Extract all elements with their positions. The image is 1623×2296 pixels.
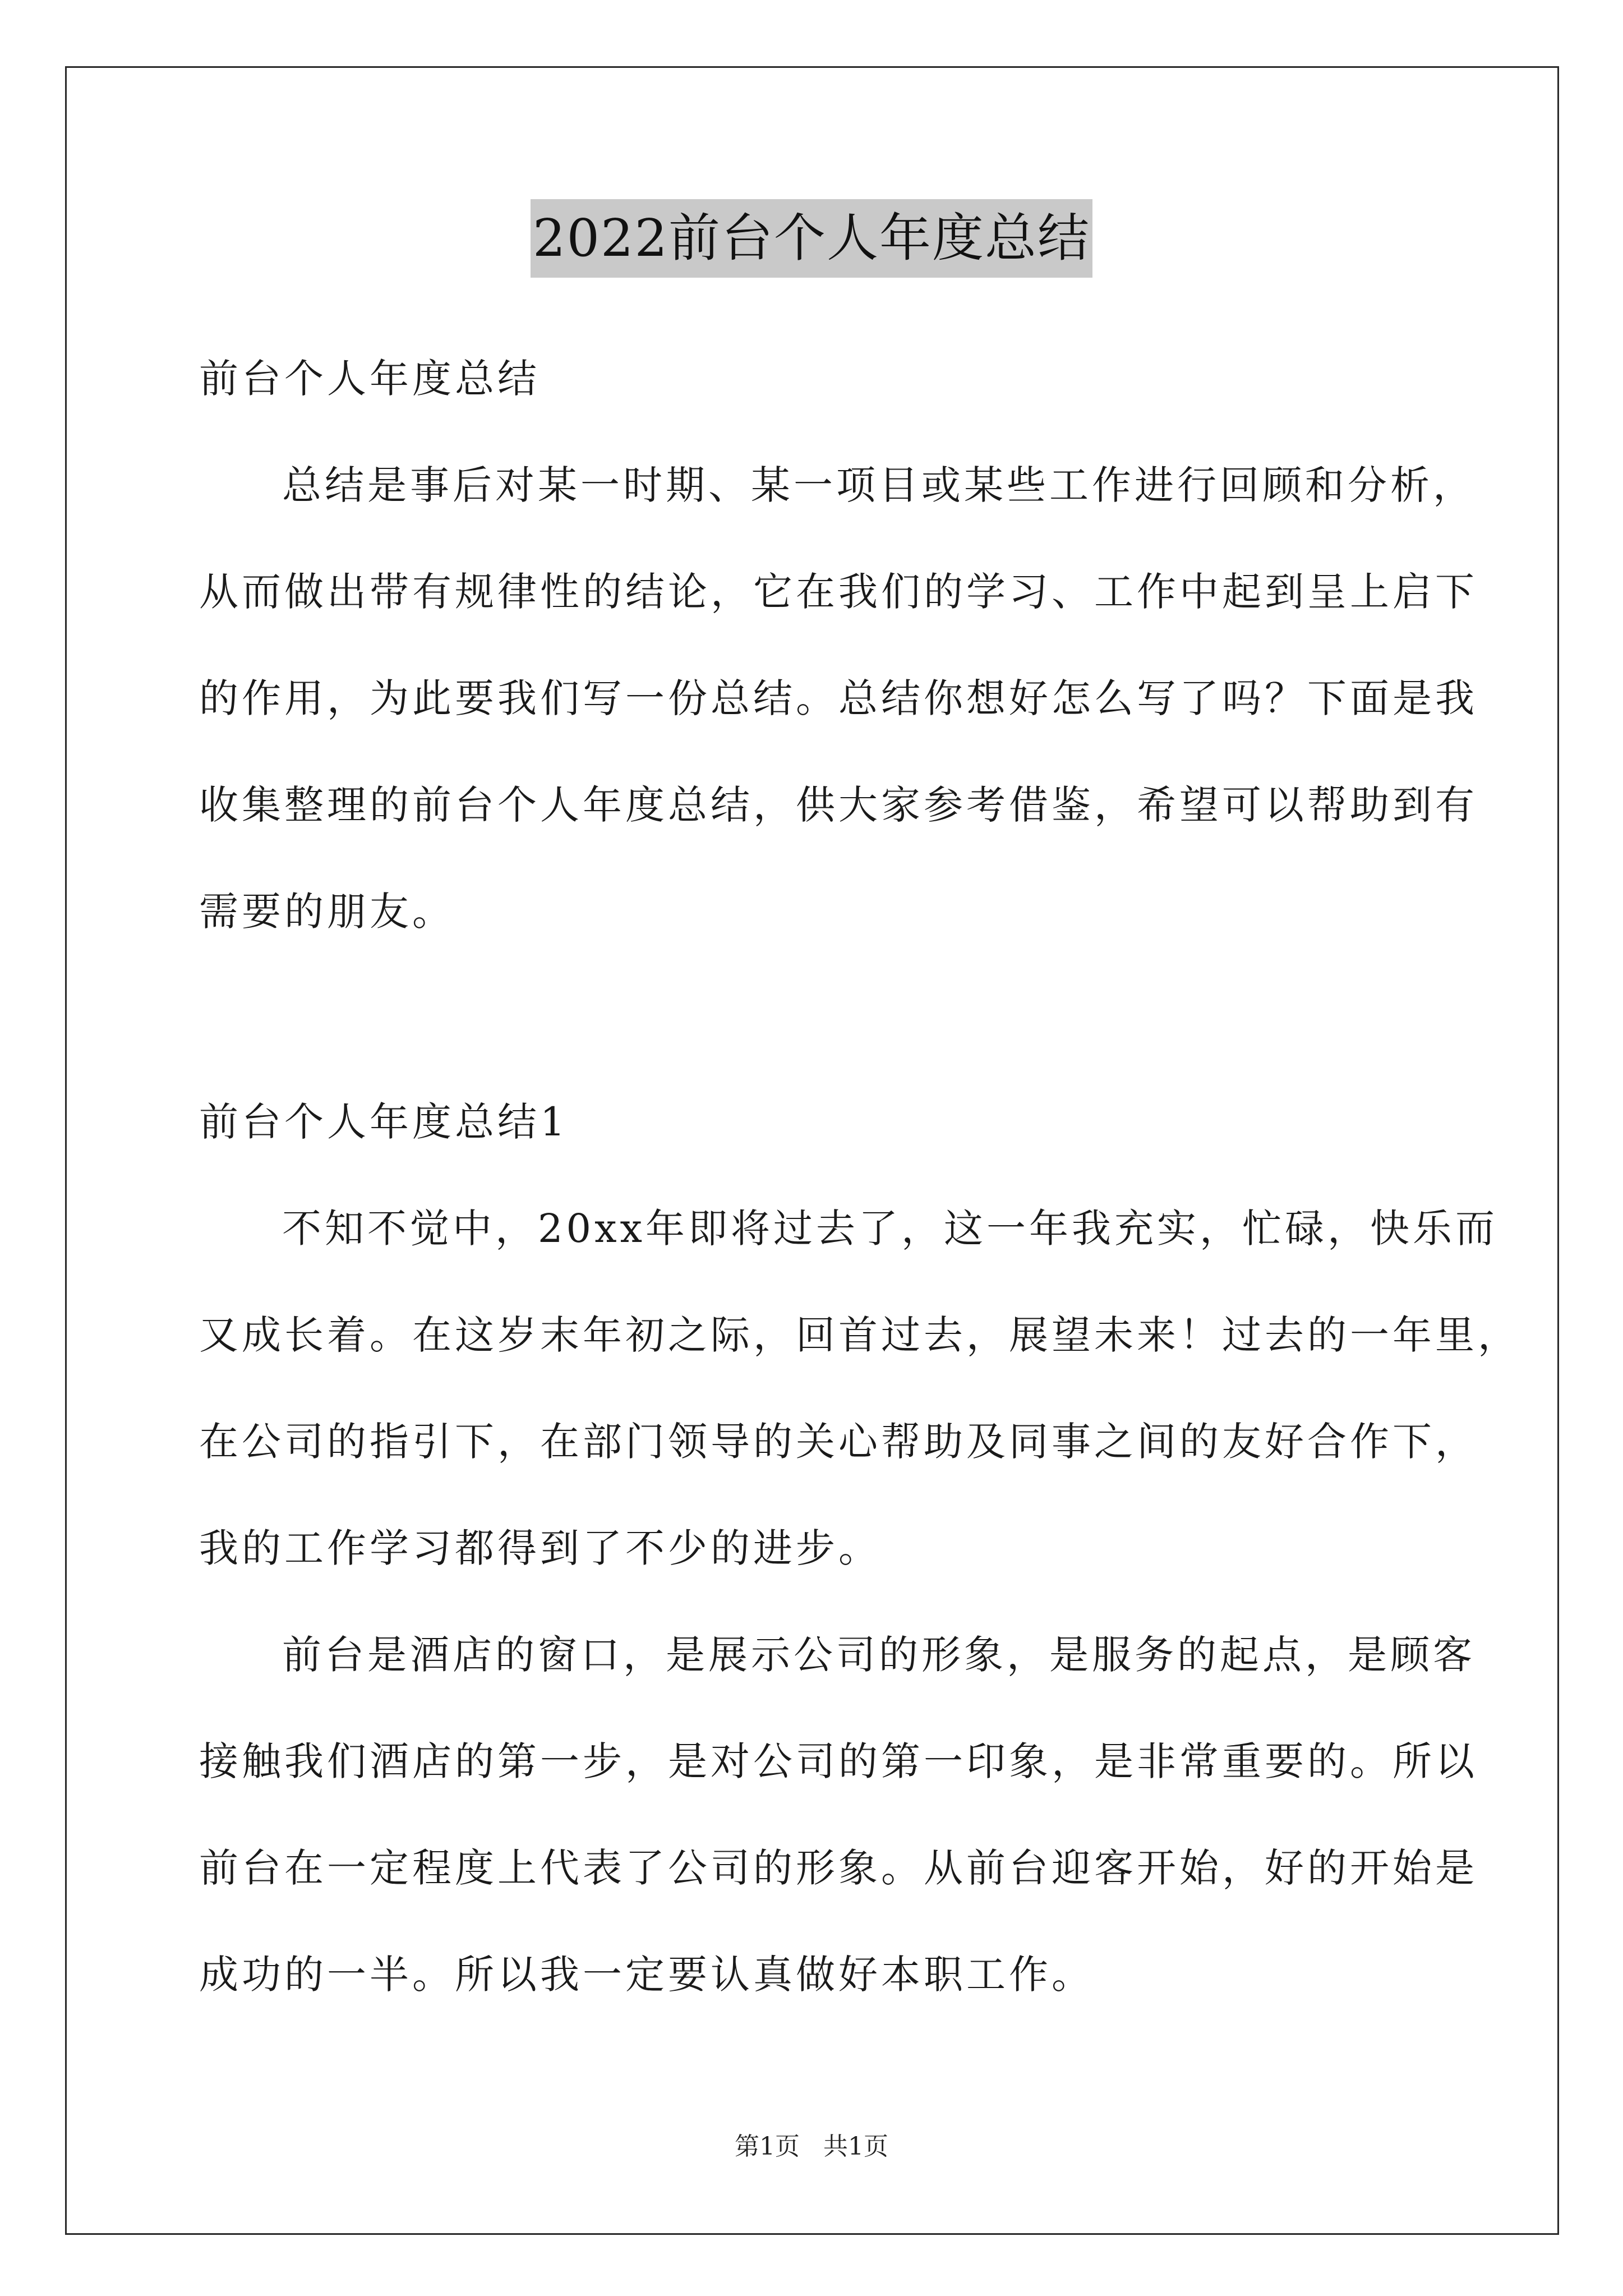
intro-line: 需要的朋友。 xyxy=(199,889,455,935)
document-title: 2022前台个人年度总结 xyxy=(531,199,1092,278)
intro-line: 从而做出带有规律性的结论，它在我们的学习、工作中起到呈上启下 xyxy=(199,569,1478,615)
paragraph-line: 接触我们酒店的第一步，是对公司的第一印象，是非常重要的。所以 xyxy=(199,1738,1478,1784)
intro-line: 收集整理的前台个人年度总结，供大家参考借鉴，希望可以帮助到有 xyxy=(199,782,1478,828)
page-total: 共1页 xyxy=(823,2132,888,2161)
paragraph-line: 又成长着。在这岁末年初之际，回首过去，展望未来！过去的一年里， xyxy=(199,1312,1520,1358)
paragraph-line: 前台是酒店的窗口，是展示公司的形象，是服务的起点，是顾客 xyxy=(282,1632,1476,1678)
paragraph-line: 在公司的指引下，在部门领导的关心帮助及同事之间的友好合作下， xyxy=(199,1419,1478,1465)
section-heading: 前台个人年度总结1 xyxy=(199,1099,569,1145)
intro-line: 总结是事后对某一时期、某一项目或某些工作进行回顾和分析， xyxy=(282,462,1476,508)
title-container xyxy=(0,199,1623,278)
page-footer xyxy=(0,2126,1623,2162)
intro-line: 的作用，为此要我们写一份总结。总结你想好怎么写了吗？下面是我 xyxy=(199,675,1478,721)
paragraph-line: 前台在一定程度上代表了公司的形象。从前台迎客开始，好的开始是 xyxy=(199,1845,1478,1891)
page-number: 第1页 xyxy=(735,2132,800,2161)
paragraph-line: 不知不觉中，20xx年即将过去了，这一年我充实，忙碌，快乐而 xyxy=(282,1205,1498,1251)
subtitle: 前台个人年度总结 xyxy=(199,356,540,402)
paragraph-line: 我的工作学习都得到了不少的进步。 xyxy=(199,1525,881,1571)
paragraph-line: 成功的一半。所以我一定要认真做好本职工作。 xyxy=(199,1952,1094,1998)
